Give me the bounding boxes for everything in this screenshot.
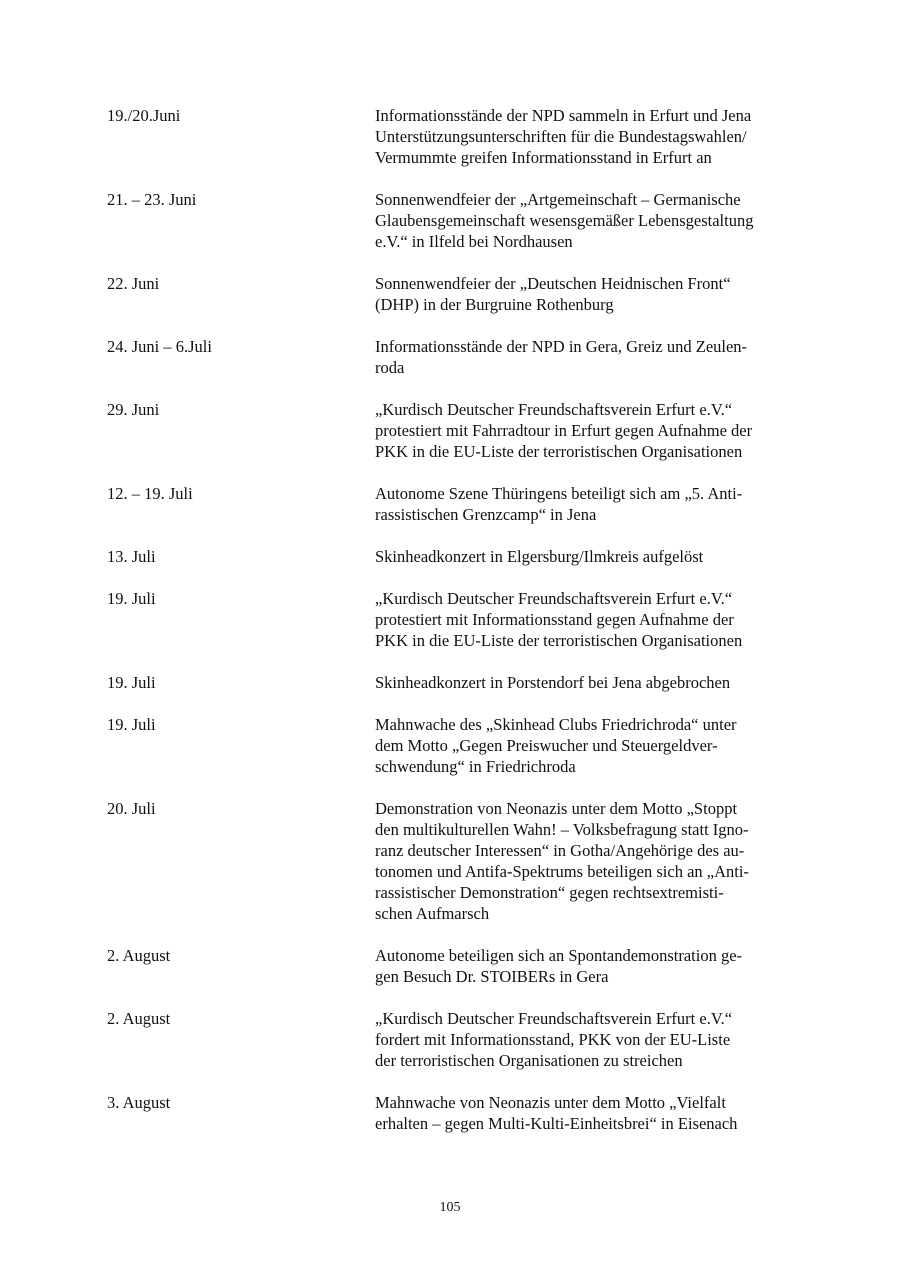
description-line: rassistischer Demonstration“ gegen rechtsextremisti-	[375, 883, 724, 902]
entry-description	[375, 672, 795, 693]
entry-date: 19. Juli	[107, 715, 156, 734]
chronology-entry	[107, 588, 807, 651]
entry-date: 2. August	[107, 946, 171, 965]
description-line: PKK in die EU-Liste der terroristischen Organisationen	[375, 442, 743, 461]
description-line: roda	[375, 358, 405, 377]
chronology-entry	[107, 714, 807, 777]
entry-description	[375, 1008, 795, 1071]
description-line: „Kurdisch Deutscher Freundschaftsverein Erfurt e.V.“	[375, 1009, 733, 1028]
description-line: der terroristischen Organisationen zu streichen	[375, 1051, 683, 1070]
description-line: Autonome Szene Thüringens beteiligt sich am „5. Anti-	[375, 484, 743, 503]
chronology-entry	[107, 1092, 807, 1134]
description-line: Vermummte greifen Informationsstand in Erfurt an	[375, 148, 712, 167]
entry-date: 19. Juli	[107, 673, 156, 692]
description-line: schen Aufmarsch	[375, 904, 490, 923]
page-number: 105	[439, 1200, 461, 1215]
description-line: (DHP) in der Burgruine Rothenburg	[375, 295, 614, 314]
chronology-entry	[107, 399, 807, 462]
entry-description	[375, 588, 795, 651]
entry-date: 3. August	[107, 1093, 171, 1112]
entry-date: 19. Juli	[107, 589, 156, 608]
description-line: Informationsstände der NPD sammeln in Erfurt und Jena	[375, 106, 752, 125]
description-line: erhalten – gegen Multi-Kulti-Einheitsbrei“ in Eisenach	[375, 1114, 738, 1133]
description-line: protestiert mit Informationsstand gegen Aufnahme der	[375, 610, 734, 629]
description-line: protestiert mit Fahrradtour in Erfurt gegen Aufnahme der	[375, 421, 753, 440]
description-line: dem Motto „Gegen Preiswucher und Steuergeldver-	[375, 736, 718, 755]
entry-description	[375, 1092, 795, 1134]
description-line: Sonnenwendfeier der „Artgemeinschaft – Germanische	[375, 190, 741, 209]
description-line: e.V.“ in Ilfeld bei Nordhausen	[375, 232, 573, 251]
entry-date: 12. – 19. Juli	[107, 484, 193, 503]
description-line: Informationsstände der NPD in Gera, Greiz und Zeulen-	[375, 337, 748, 356]
entry-date: 19./20.Juni	[107, 106, 181, 125]
entry-date: 20. Juli	[107, 799, 156, 818]
chronology-entry	[107, 273, 807, 315]
chronology-entry	[107, 336, 807, 378]
chronology-entry	[107, 672, 807, 693]
description-line: „Kurdisch Deutscher Freundschaftsverein Erfurt e.V.“	[375, 400, 733, 419]
entry-date: 2. August	[107, 1009, 171, 1028]
entry-description	[375, 189, 795, 252]
entry-description	[375, 336, 795, 378]
description-line: Glaubensgemeinschaft wesensgemäßer Lebensgestaltung	[375, 211, 754, 230]
description-line: Skinheadkonzert in Elgersburg/Ilmkreis aufgelöst	[375, 547, 704, 566]
entry-date: 22. Juni	[107, 274, 160, 293]
chronology-entry	[107, 189, 807, 252]
description-line: Demonstration von Neonazis unter dem Motto „Stoppt	[375, 799, 738, 818]
description-line: PKK in die EU-Liste der terroristischen Organisationen	[375, 631, 743, 650]
entry-description	[375, 483, 795, 525]
description-line: schwendung“ in Friedrichroda	[375, 757, 576, 776]
description-line: Skinheadkonzert in Porstendorf bei Jena abgebrochen	[375, 673, 731, 692]
entry-description	[375, 714, 795, 777]
entry-date: 29. Juni	[107, 400, 160, 419]
chronology-entry	[107, 105, 807, 168]
description-line: fordert mit Informationsstand, PKK von der EU-Liste	[375, 1030, 731, 1049]
description-line: gen Besuch Dr. STOIBERs in Gera	[375, 967, 609, 986]
description-line: ranz deutscher Interessen“ in Gotha/Angehörige des au-	[375, 841, 745, 860]
description-line: Sonnenwendfeier der „Deutschen Heidnischen Front“	[375, 274, 731, 293]
entry-description	[375, 945, 795, 987]
entry-description	[375, 399, 795, 462]
chronology-entry	[107, 546, 807, 567]
entry-description	[375, 546, 795, 567]
chronology-entry	[107, 945, 807, 987]
chronology-entry	[107, 483, 807, 525]
entry-date: 24. Juni – 6.Juli	[107, 337, 212, 356]
entry-description	[375, 273, 795, 315]
description-line: tonomen und Antifa-Spektrums beteiligen sich an „Anti-	[375, 862, 749, 881]
description-line: „Kurdisch Deutscher Freundschaftsverein Erfurt e.V.“	[375, 589, 733, 608]
description-line: rassistischen Grenzcamp“ in Jena	[375, 505, 597, 524]
chronology-list	[107, 105, 807, 1134]
chronology-entry	[107, 798, 807, 924]
description-line: den multikulturellen Wahn! – Volksbefragung statt Igno-	[375, 820, 749, 839]
entry-date: 13. Juli	[107, 547, 156, 566]
entry-description	[375, 105, 795, 168]
entry-date: 21. – 23. Juni	[107, 190, 197, 209]
chronology-entry	[107, 1008, 807, 1071]
description-line: Mahnwache von Neonazis unter dem Motto „Vielfalt	[375, 1093, 726, 1112]
entry-description	[375, 798, 795, 924]
description-line: Autonome beteiligen sich an Spontandemonstration ge-	[375, 946, 743, 965]
description-line: Unterstützungsunterschriften für die Bundestagswahlen/	[375, 127, 747, 146]
description-line: Mahnwache des „Skinhead Clubs Friedrichroda“ unter	[375, 715, 737, 734]
